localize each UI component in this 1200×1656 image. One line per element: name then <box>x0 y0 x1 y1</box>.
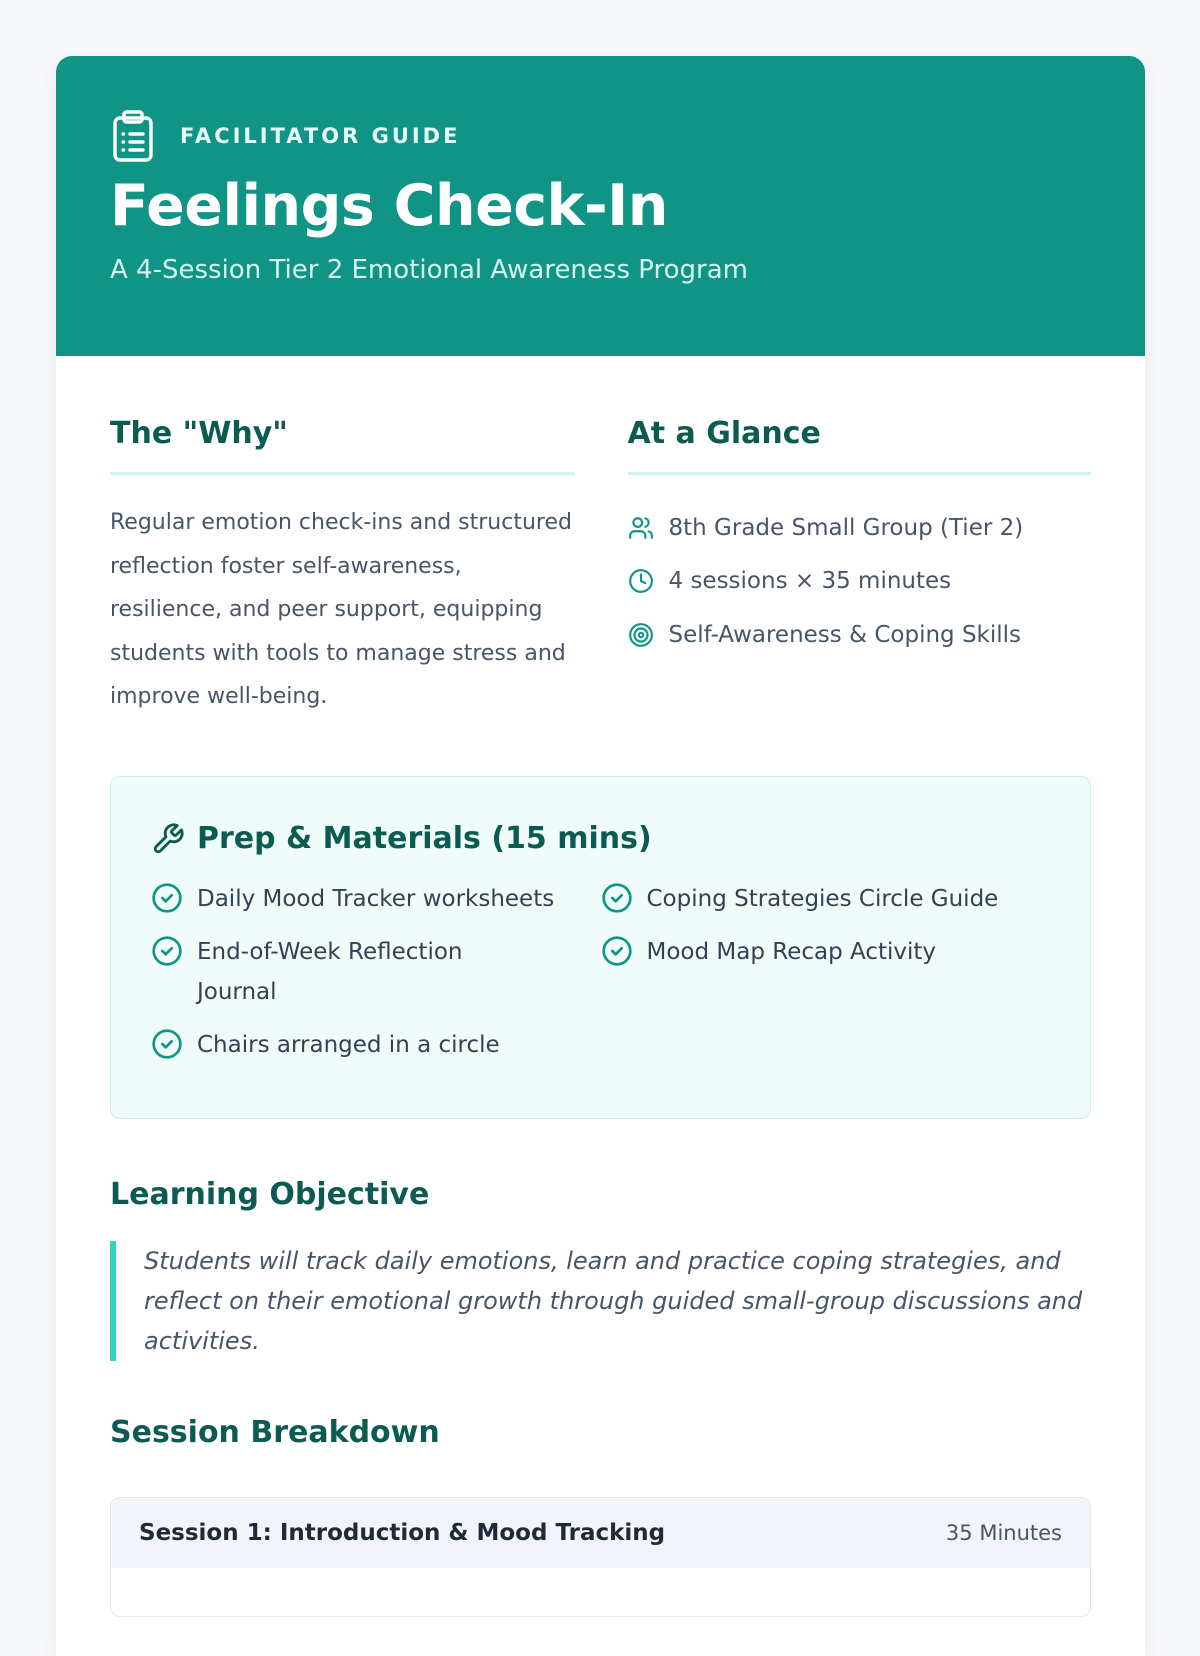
prep-item <box>151 879 601 919</box>
guide-header <box>56 56 1145 356</box>
prep-header <box>151 815 1050 863</box>
why-section <box>110 414 574 719</box>
clock-icon <box>628 568 654 594</box>
session-duration: 35 Minutes <box>945 1520 1062 1545</box>
why-title: The "Why" <box>110 414 574 475</box>
prep-item-label: Coping Strategies Circle Guide <box>646 885 999 912</box>
check-circle-icon <box>151 882 183 914</box>
prep-list-left <box>151 879 601 1078</box>
prep-item <box>151 932 601 1012</box>
glance-item-label: Self-Awareness & Coping Skills <box>668 621 1022 648</box>
glance-item-label: 4 sessions × 35 minutes <box>668 568 952 595</box>
glance-item-focus <box>628 608 1092 662</box>
guide-card <box>56 56 1145 1656</box>
glance-title: At a Glance <box>628 414 1092 475</box>
session-card[interactable] <box>110 1497 1091 1617</box>
check-circle-icon <box>601 935 633 967</box>
page-subtitle: A 4-Session Tier 2 Emotional Awareness Program <box>110 255 748 285</box>
prep-item <box>151 1025 601 1065</box>
users-icon <box>628 515 654 541</box>
objective-quote: Students will track daily emotions, learn and practice coping strategies, and reflect on their emotional growth through guided small-group discussions and activities. <box>110 1241 1091 1361</box>
intro-columns <box>110 414 1091 719</box>
check-circle-icon <box>601 882 633 914</box>
prep-item <box>601 879 1051 919</box>
page-title: Feelings Check-In <box>110 173 668 239</box>
glance-item-sessions <box>628 555 1092 609</box>
prep-item-label: End-of-Week Reflection Journal <box>197 938 463 1005</box>
eyebrow <box>110 109 1091 163</box>
clipboard-list-icon <box>110 109 156 163</box>
glance-section <box>628 414 1092 719</box>
eyebrow-label: FACILITATOR GUIDE <box>180 124 461 148</box>
glance-list <box>628 501 1092 662</box>
prep-item <box>601 932 1051 972</box>
glance-item-label: 8th Grade Small Group (Tier 2) <box>668 514 1024 541</box>
breakdown-title: Session Breakdown <box>110 1414 440 1450</box>
prep-item-label: Chairs arranged in a circle <box>197 1031 500 1058</box>
check-circle-icon <box>151 935 183 967</box>
session-name: Session 1: Introduction & Mood Tracking <box>139 1519 666 1546</box>
prep-item-label: Daily Mood Tracker worksheets <box>197 885 555 912</box>
glance-item-group <box>628 501 1092 555</box>
prep-list-right <box>601 879 1051 1078</box>
session-header[interactable] <box>111 1498 1090 1568</box>
wrench-icon <box>151 822 185 856</box>
why-text: Regular emotion check-ins and structured reflection foster self-awareness, resilience, and peer support, equipping students with tools to manage stress and improve well-being. <box>110 510 572 709</box>
objective-title: Learning Objective <box>110 1176 430 1212</box>
prep-item-label: Mood Map Recap Activity <box>646 938 937 965</box>
target-icon <box>628 622 654 648</box>
guide-body <box>56 356 1145 1617</box>
prep-title: Prep & Materials (15 mins) <box>197 821 652 856</box>
check-circle-icon <box>151 1028 183 1060</box>
prep-list <box>151 879 1050 1078</box>
prep-materials-panel <box>110 776 1091 1119</box>
